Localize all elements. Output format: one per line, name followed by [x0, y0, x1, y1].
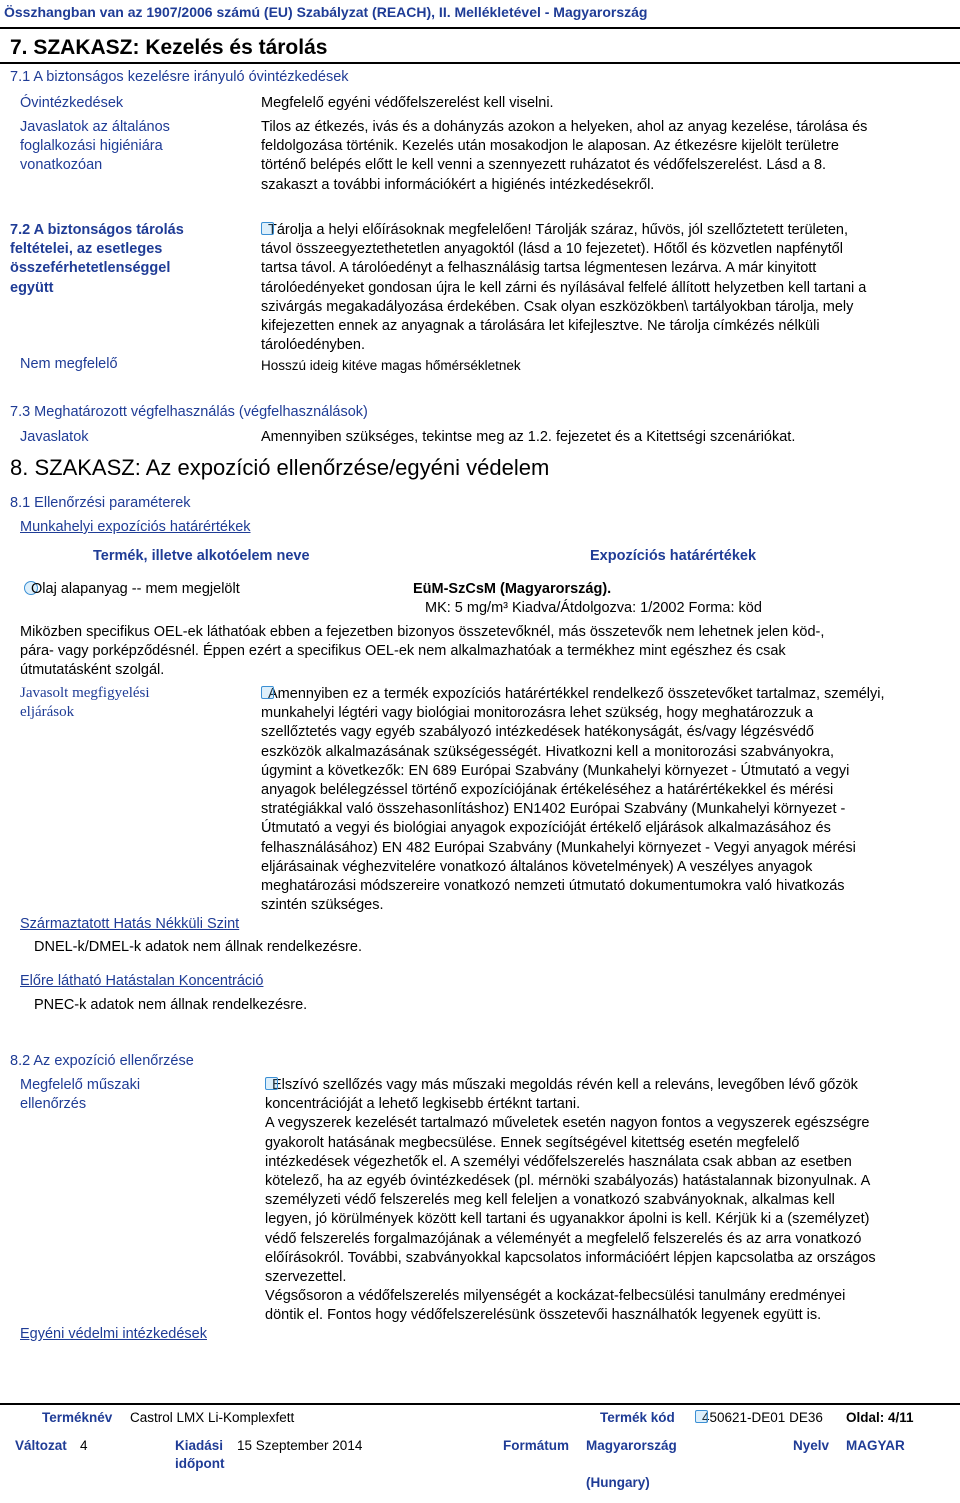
footer-product-name: Castrol LMX Li-Komplexfett [130, 1410, 295, 1425]
not-suitable-label: Nem megfelelő [20, 356, 118, 372]
monitoring-text: Amennyiben ez a termék expozíciós határértékkel rendelkező összetevőket tartalmaz, személyi, munkahelyi légtéri vagy biológiai monitorozásra lehet szükség, hogy meghatározzuk a szellőztetés vagy egyéb szabályozó intézkedések hatékonyságát, és/vagy légzésvédő eszközök alkalmazásának szükségességét. Hivatkozni kell a monitorozási szabványokra, úgymint a következők: EN 689 Európai Szabvány (Munkahelyi környezet - Útmutató a vegyi anyagok belélegzéssel történő expozíciójának értékeléséhez a határértékekkel és mérési stratégiákkal való összehasonlításhoz) EN1402 Európai Szabvány (Munkahelyi környezet - Útmutató a vegyi és biológiai anyagok expozícióját értékelő eljárások alkalmazásához és felhasználásához) EN 482 Európai Szabvány (Munkahelyi környezet - Vegyi anyagok mérési eljárásainak véghezvitelére vonatkozó általános követelmények) A veszélyes anyagok meghatározási módszereire vonatkozó nemzeti útmutató dokumentumokra való hivatkozás szintén szükséges. [261, 686, 885, 914]
section-7-rule [0, 62, 960, 64]
ppe-title: Egyéni védelmi intézkedések [20, 1326, 207, 1342]
oel-row-product: Olaj alapanyag -- mem megjelölt [24, 580, 240, 599]
footer-version-label: Változat [15, 1438, 67, 1453]
column-header-product: Termék, illetve alkotóelem neve [93, 548, 310, 564]
section-7-1-title: 7.1 A biztonságos kezelésre irányuló óvintézkedések [10, 69, 349, 85]
not-suitable-text: Hosszú ideig kitéve magas hőmérsékletnek [261, 358, 521, 373]
footer-page-number: Oldal: 4/11 [846, 1410, 914, 1425]
section-7-2-label: 7.2 A biztonságos tárolás feltételei, az esetleges összeférhetetlenséggel együtt [10, 222, 184, 296]
footer-language: MAGYAR [846, 1438, 905, 1453]
section-7-title: 7. SZAKASZ: Kezelés és tárolás [10, 36, 328, 59]
hygiene-text: Tilos az étkezés, ivás és a dohányzás azokon a helyeken, ahol az anyag kezelése, tárolása és feldolgozása történik. Kezelés után mosakodjon le alaposan. Az étkezésre kijelölt területre történő belépés előtt le kell venni a szennyezett ruházatot és védőfelszerelést. Lásd a 8. szakaszt a további információkért a higiénés intézkedésekről. [261, 119, 868, 193]
footer-product-code: 450621-DE01 DE36 [695, 1409, 823, 1427]
pnec-text: PNEC-k adatok nem állnak rendelkezésre. [34, 997, 308, 1013]
section-8-1-title: 8.1 Ellenőrzési paraméterek [10, 495, 191, 511]
pnec-title: Előre látható Hatástalan Koncentráció [20, 973, 264, 989]
header-rule [0, 27, 960, 29]
footer-format: Magyarország (Hungary) [586, 1438, 677, 1490]
dnel-title: Származtatott Hatás Nékküli Szint [20, 916, 240, 932]
section-8-title: 8. SZAKASZ: Az expozíció ellenőrzése/egyéni védelem [10, 455, 550, 480]
dnel-text: DNEL-k/DMEL-k adatok nem állnak rendelkezésre. [34, 939, 362, 955]
oel-row-limit-title: EüM-SzCsM (Magyarország). [413, 581, 612, 597]
recommendations-text: Amennyiben szükséges, tekintse meg az 1.2. fejezetet és a Kitettségi szcenáriókat. [261, 429, 796, 445]
page-header-title: Összhangban van az 1907/2006 számú (EU) Szabályzat (REACH), II. Mellékletével - Magyarország [4, 4, 648, 20]
checkmark-icon [695, 1410, 708, 1423]
section-7-3-title: 7.3 Meghatározott végfelhasználás (végfelhasználások) [10, 404, 368, 420]
checkmark-icon [265, 1077, 278, 1090]
footer-version: 4 [80, 1438, 88, 1453]
footer-date-label: Kiadási időpont [175, 1438, 225, 1471]
footer-product-name-label: Terméknév [42, 1410, 113, 1425]
checkmark-icon [261, 686, 274, 699]
footer-rule [0, 1403, 960, 1405]
monitoring-label: Javasolt megfigyelési eljárások [20, 685, 150, 720]
oel-row-limit-value: MK: 5 mg/m³ Kiadva/Átdolgozva: 1/2002 Forma: köd [425, 600, 762, 616]
checkmark-icon [261, 222, 274, 235]
oel-note: Miközben specifikus OEL-ek láthatóak ebben a fejezetben bizonyos összetevőknél, más összetevők nem lehetnek jelen köd-, pára- vagy porképződésnél. Éppen ezért a specifikus OEL-ek nem alkalmazhatóak a termékhez mint egészhez és csak útmutatásként szolgál. [20, 624, 825, 679]
engineering-label: Megfelelő műszaki ellenőrzés [20, 1077, 141, 1113]
footer-format-label: Formátum [503, 1438, 570, 1453]
hygiene-label: Javaslatok az általános foglalkozási higiéniára vonatkozóan [20, 119, 170, 174]
precautions-text: Megfelelő egyéni védőfelszerelést kell viselni. [261, 95, 554, 111]
precautions-label: Óvintézkedések [20, 95, 124, 111]
footer-date: 15 Szeptember 2014 [237, 1438, 363, 1453]
column-header-limits: Expozíciós határértékek [590, 548, 757, 564]
recommendations-label: Javaslatok [20, 429, 89, 445]
storage-text: Tárolja a helyi előírásoknak megfelelően! Tárolják száraz, hűvös, jól szellőztetett területen, távol összeegyeztethetetlen anyagoktól (lásd a 10 fejezetet). Hőtől és közvetlen napfénytől tartsa távol. A tárolóedényt a felhasználásig tartsa légmentesen lezárva. A már kinyitott tárolóedényeket gondosan újra le kell zárni és nyílásával felfelé állított helyzetben kell tartani a szivárgás megakadályozása érdekében. Csak olyan eszközökben\ tartályokban tárolja, mely kifejezetten ennek az anyagnak a tárolására let kifejlesztve. Ne tárolja címkézés nélküli tárolóedényben. [261, 222, 867, 354]
section-8-2-title: 8.2 Az expozíció ellenőrzése [10, 1053, 194, 1069]
engineering-text: Elszívó szellőzés vagy más műszaki megoldás révén kell a releváns, levegőben lévő gőzök koncentrációját a lehető legkisebb értéknt tartani. A vegyszerek kezelését tartalmazó műveletek esetén nagyon fontos a vegyszerek egészségre gyakorolt hatásának megbecsülése. Ennek segítségével kitettség esetén megfelelő intézkedések végezhetők el. A személyi védőfelszerelés használata csak abban az esetben kötelező, ha az egyéb óvintézkedések (pl. mérnöki szabályozás) hatástalannak bizonyulnak. A személyzeti védő felszerelés meg kell feleljen a vonatkozó szabványoknak, alkalmas kell legyen, jó körülmények között kell tartani és ugyanakkor ápolni is kell. Kérjük ki a (személyzet) védő felszerelés forgalmazójának a véleményét a megfelelő felszerelés és az arra vonatkozó előírásokról. További, szabványokkal kapcsolatos információért lépjen kapcsolatba az országos szervezettel. Végsősoron a védőfelszerelés milyenségét a kockázat-felbecsülési tanulmány eredményei döntik el. Fontos hogy védőfelszerelésünk összetevői használhatók legyenek együtt is. [265, 1077, 876, 1324]
footer-product-code-label: Termék kód [600, 1410, 675, 1425]
footer-language-label: Nyelv [793, 1438, 830, 1453]
oel-title: Munkahelyi expozíciós határértékek [20, 519, 251, 535]
